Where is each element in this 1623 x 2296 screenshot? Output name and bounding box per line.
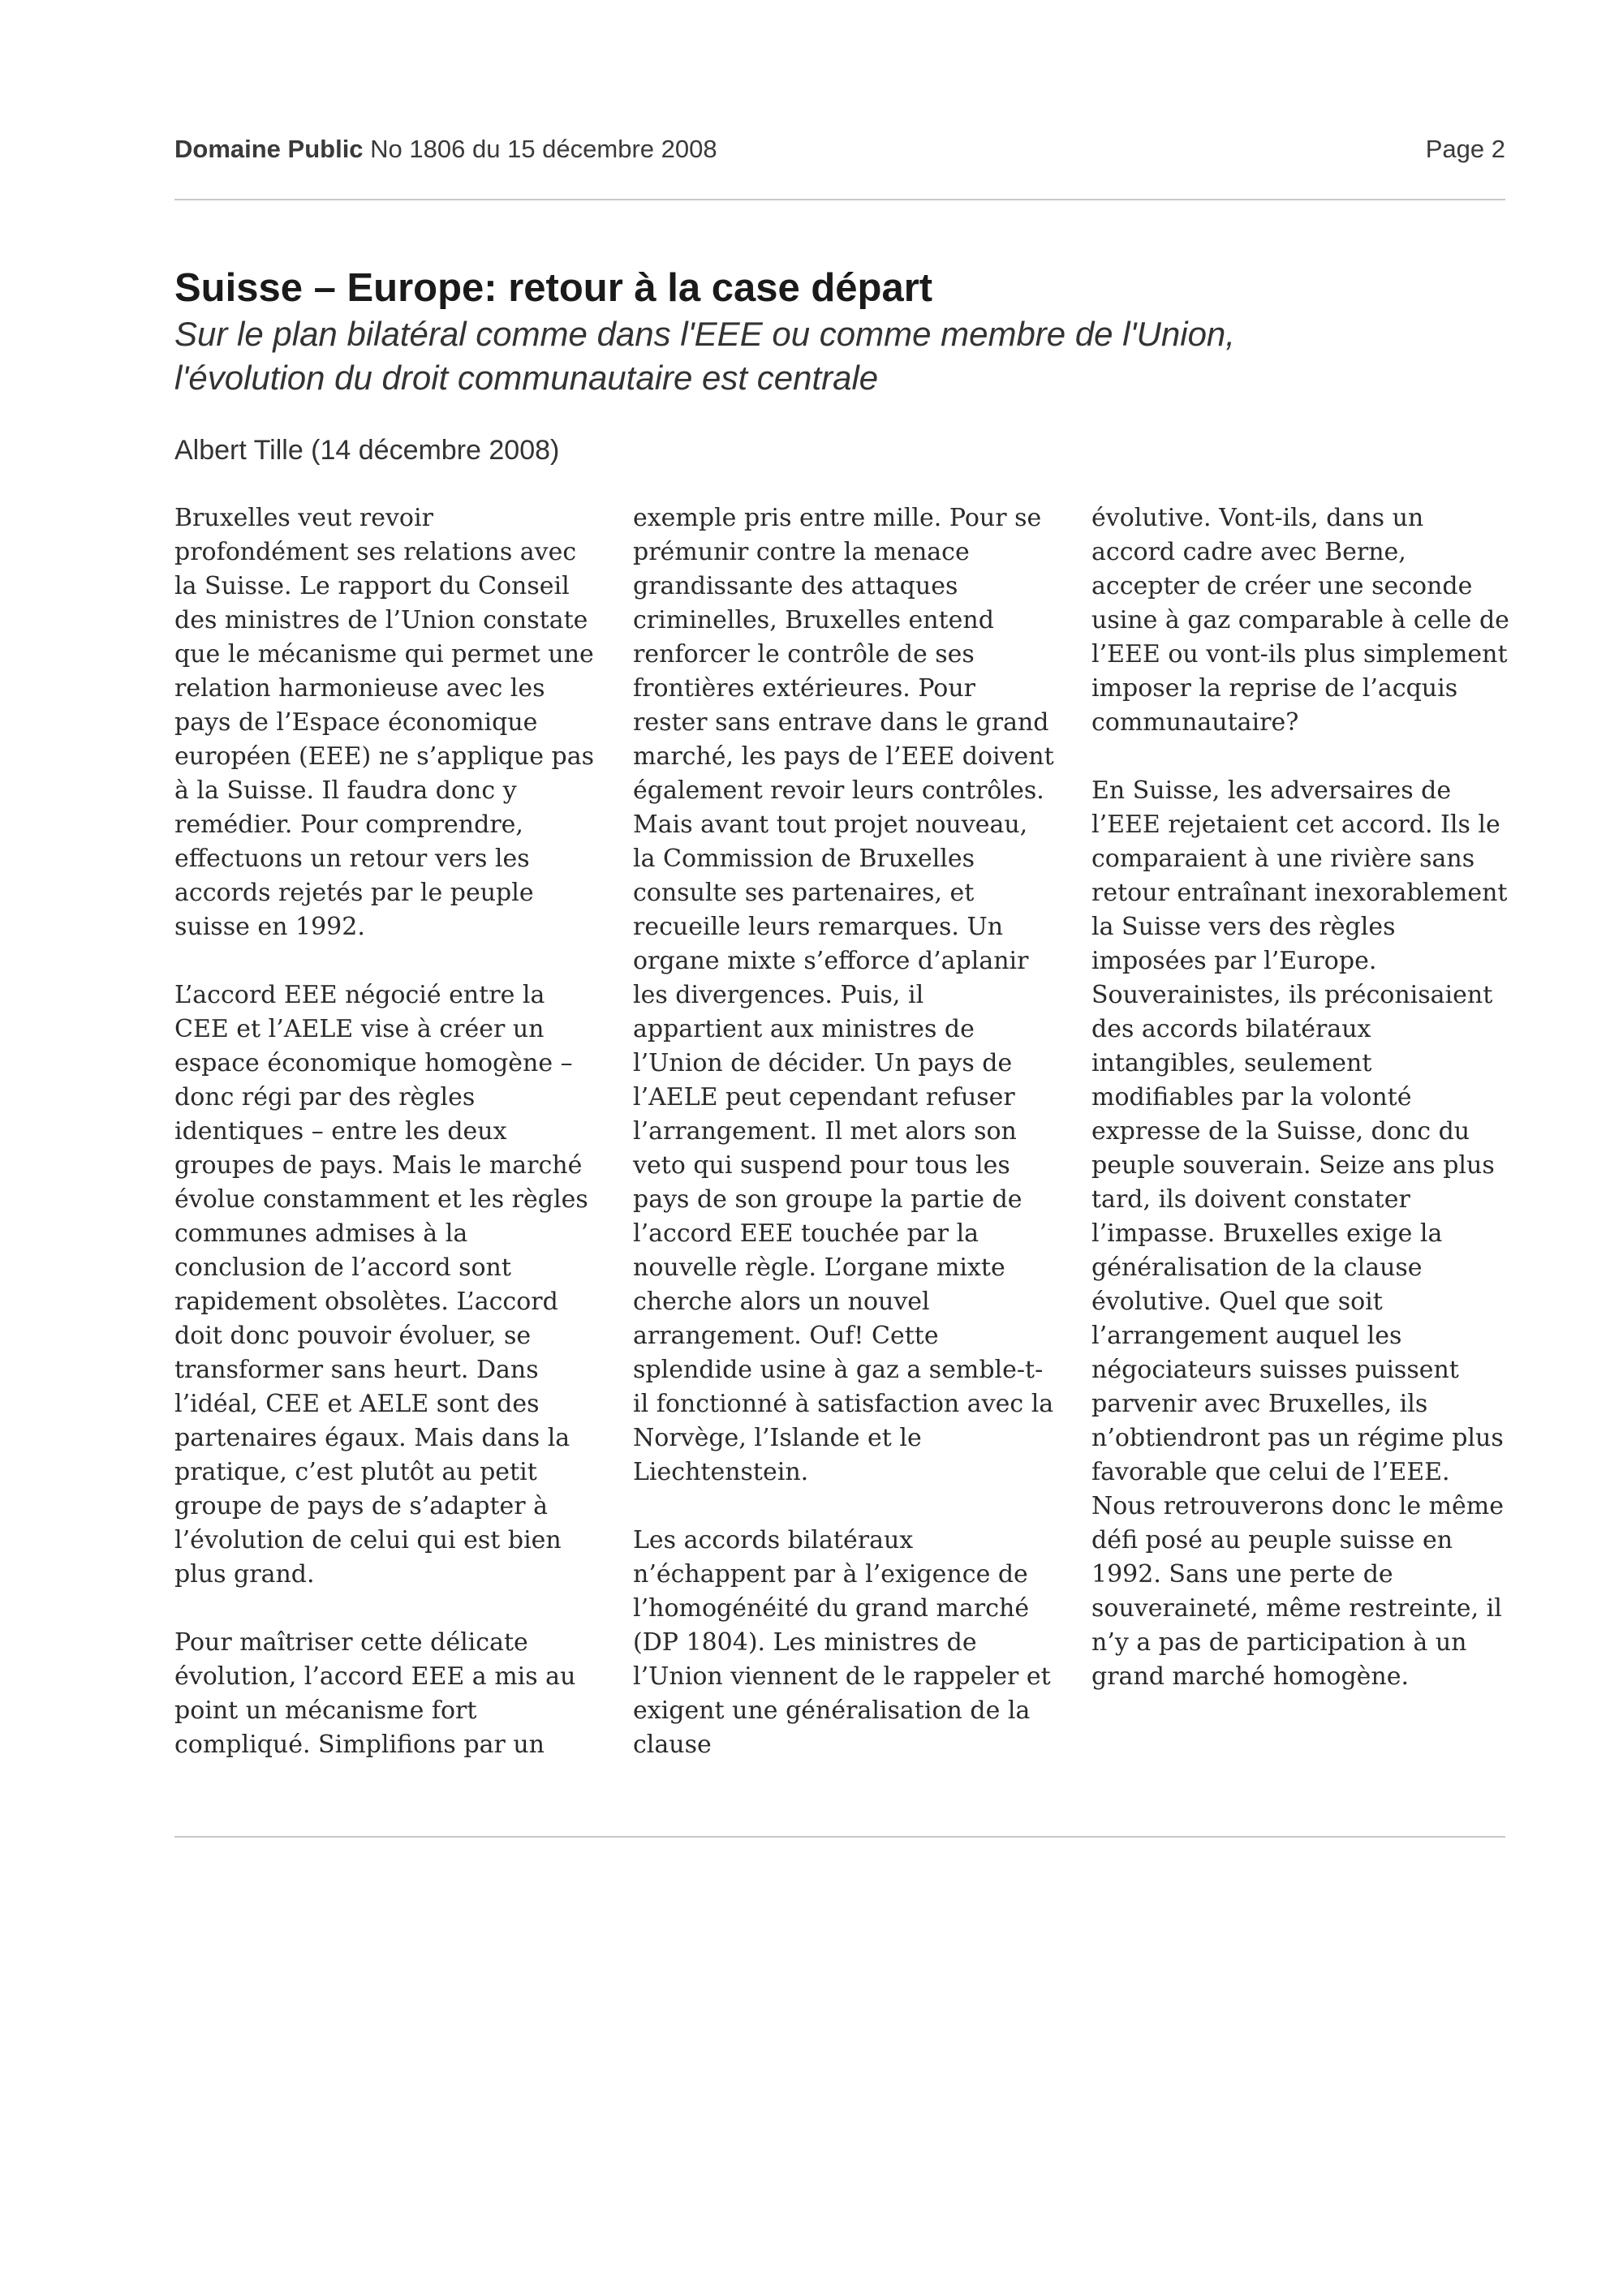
- article-byline: Albert Tille (14 décembre 2008): [174, 435, 560, 466]
- paragraph: évolutive. Vont-ils, dans un accord cadre avec Berne, accepter de créer une seconde usine à gaz comparable à celle de l’EEE ou vont-ils plus simplement imposer la reprise de l’acquis communautaire?: [1091, 504, 1509, 737]
- paragraph: Les accords bilatéraux n’échappent par à l’exigence de l’homogénéité du grand marché (DP 1804). Les ministres de l’Union viennent de le rappeler et exigent une généralisation de la clause: [633, 1526, 1051, 1759]
- article-title: Suisse – Europe: retour à la case départ: [174, 266, 933, 310]
- text-column-3: [1091, 501, 1513, 1728]
- page-header: [174, 135, 1505, 167]
- text-column-2: [633, 501, 1055, 1796]
- subtitle-line: Sur le plan bilatéral comme dans l'EEE ou comme membre de l'Union,: [174, 315, 1235, 353]
- paragraph: En Suisse, les adversaires de l’EEE rejetaient cet accord. Ils le comparaient à une rivière sans retour entraînant inexorablement la Suisse vers des règles imposées par l’Europe. Souverainistes, ils préconisaient des accords bilatéraux intangibles, seulement modifiables par la volonté expresse de la Suisse, donc du peuple souverain. Seize ans plus tard, ils doivent constater l’impasse. Bruxelles exige la généralisation de la clause évolutive. Quel que soit l’arrangement auquel les négociateurs suisses puissent parvenir avec Bruxelles, ils n’obtiendront pas un régime plus favorable que celui de l’EEE. Nous retrouverons donc le même défi posé au peuple suisse en 1992. Sans une perte de souveraineté, même restreinte, il n’y a pas de participation à un grand marché homogène.: [1091, 776, 1508, 1691]
- article-subtitle: [174, 312, 1505, 400]
- paragraph: L’accord EEE négocié entre la CEE et l’AELE vise à créer un espace économique homogène – donc régi par des règles identiques – entre les deux groupes de pays. Mais le marché évolue constamment et les règles communes admises à la conclusion de l’accord sont rapidement obsolètes. L’accord doit donc pouvoir évoluer, se transformer sans heurt. Dans l’idéal, CEE et AELE sont des partenaires égaux. Mais dans la pratique, c’est plutôt au petit groupe de pays de s’adapter à l’évolution de celui qui est bien plus grand.: [174, 981, 588, 1589]
- publication-name: Domaine Public: [174, 135, 364, 163]
- paragraph: exemple pris entre mille. Pour se prémunir contre la menace grandissante des attaques criminelles, Bruxelles entend renforcer le contrôle de ses frontières extérieures. Pour rester sans entrave dans le grand marché, les pays de l’EEE doivent également revoir leurs contrôles. Mais avant tout projet nouveau, la Commission de Bruxelles consulte ses partenaires, et recueille leurs remarques. Un organe mixte s’efforce d’aplanir les divergences. Puis, il appartient aux ministres de l’Union de décider. Un pays de l’AELE peut cependant refuser l’arrangement. Il met alors son veto qui suspend pour tous les pays de son groupe la partie de l’accord EEE touchée par la nouvelle règle. L’organe mixte cherche alors un nouvel arrangement. Ouf! Cette splendide usine à gaz a semble-t-il fonctionné à satisfaction avec la Norvège, l’Islande et le Liechtenstein.: [633, 504, 1054, 1486]
- page-number: Page 2: [1425, 135, 1505, 163]
- footer-divider: [174, 1836, 1505, 1838]
- paragraph: Bruxelles veut revoir profondément ses relations avec la Suisse. Le rapport du Conseil des ministres de l’Union constate que le mécanisme qui permet une relation harmonieuse avec les pays de l’Espace économique européen (EEE) ne s’applique pas à la Suisse. Il faudra donc y remédier. Pour comprendre, effectuons un retour vers les accords rejetés par le peuple suisse en 1992.: [174, 504, 595, 941]
- issue-info: No 1806 du 15 décembre 2008: [370, 135, 717, 163]
- subtitle-line: l'évolution du droit communautaire est centrale: [174, 359, 879, 397]
- header-divider: [174, 199, 1505, 200]
- text-column-1: [174, 501, 596, 1796]
- paragraph: Pour maîtriser cette délicate évolution, l’accord EEE a mis au point un mécanisme fort compliqué. Simplifions par un: [174, 1628, 576, 1759]
